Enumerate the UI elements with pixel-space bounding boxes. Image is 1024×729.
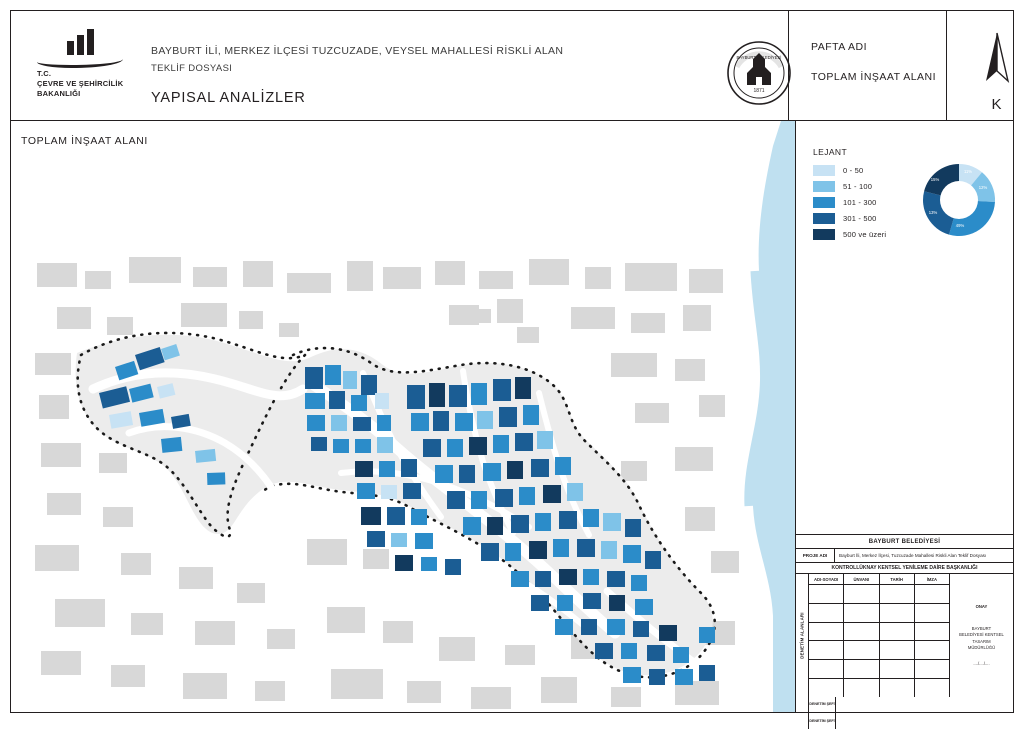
table-row (809, 604, 949, 623)
table-row (809, 641, 949, 660)
table-row (809, 585, 949, 604)
table-row (809, 679, 949, 697)
column-header: ÜNVANI (844, 574, 879, 584)
svg-text:11%: 11% (963, 169, 973, 174)
approval-title: ONAY (975, 603, 988, 609)
approval-line: TASARIM (972, 638, 991, 644)
column-header: TARİH (880, 574, 915, 584)
signature-row-2 (796, 712, 1013, 729)
svg-text:BAYBURT BELEDİYESİ: BAYBURT BELEDİYESİ (736, 55, 782, 60)
legend-title: LEJANT (813, 147, 848, 157)
ministry-logo-text: T.C. ÇEVRE VE ŞEHİRCİLİK BAKANLIĞI (37, 69, 124, 99)
svg-text:13%: 13% (928, 210, 938, 215)
department-name: KONTROLLÜKNAY KENTSEL YENİLEME DAİRE BAŞKANLIĞI (796, 563, 1013, 574)
legend-item-label: 101 - 300 (843, 198, 877, 207)
legend-item (813, 227, 886, 242)
legend-swatch-icon (813, 213, 835, 224)
project-title-line3: YAPISAL ANALİZLER (151, 90, 306, 106)
municipality-seal-icon (723, 37, 795, 109)
legend-item-label: 301 - 500 (843, 214, 877, 223)
title-bar (11, 11, 1013, 121)
sheet-title (151, 45, 691, 106)
title-divider-1 (788, 11, 789, 121)
approval-box (950, 574, 1013, 697)
signature-row-1 (796, 697, 1013, 712)
project-row (796, 549, 1013, 563)
approval-line: MÜDÜRLÜĞÜ (967, 644, 996, 650)
ministry-logo (21, 29, 131, 109)
legend-item-label: 500 ve üzeri (843, 230, 887, 239)
inspector-label-2: DENETİM ŞEFİ (809, 713, 836, 729)
approval-grid (796, 574, 1013, 697)
column-header: ADI-SOYADI (809, 574, 844, 584)
legend-panel (795, 121, 1013, 534)
approval-date: ..../..../.... (973, 661, 990, 667)
approval-line: BELEDİYESİ KENTSEL (959, 632, 1004, 638)
legend-item (813, 179, 886, 194)
map-canvas[interactable] (11, 121, 795, 712)
project-label: PROJE ADI (796, 549, 835, 562)
pafta-label: PAFTA ADI (811, 41, 868, 53)
legend-item-label: 0 - 50 (843, 166, 864, 175)
legend-list (813, 163, 886, 243)
legend-item (813, 211, 886, 226)
map-title: TOPLAM İNŞAAT ALANI (21, 135, 148, 147)
project-title-line2: TEKLİF DOSYASI (151, 63, 233, 74)
legend-item-label: 51 - 100 (843, 182, 873, 191)
legend-item (813, 195, 886, 210)
table-row (809, 660, 949, 679)
project-title-line1: BAYBURT İLİ, MERKEZ İLÇESİ TUZCUZADE, VEYSEL MAHALLESİ RİSKLİ ALAN (151, 45, 564, 57)
ministry-logo-icon (37, 29, 123, 65)
legend-swatch-icon (813, 229, 835, 240)
municipality-name: BAYBURT BELEDİYESİ (796, 535, 1013, 549)
legend-swatch-icon (813, 181, 835, 192)
column-header: İMZA (926, 576, 937, 582)
legend-item (813, 163, 886, 178)
side-label (796, 574, 809, 697)
legend-swatch-icon (813, 197, 835, 208)
title-divider-2 (946, 11, 947, 121)
table-row (809, 623, 949, 642)
pafta-block (811, 41, 951, 83)
table-header (809, 574, 949, 585)
legend-swatch-icon (813, 165, 835, 176)
approval-line: BAYBURT (971, 625, 992, 631)
map-graphic (11, 121, 795, 712)
side-label-text: DENETİM ALANLARI (799, 612, 805, 659)
donut-chart (916, 157, 1002, 243)
north-letter: K (991, 96, 1003, 113)
svg-text:1871: 1871 (753, 88, 765, 94)
north-arrow (969, 27, 1024, 127)
title-block-table (795, 534, 1013, 723)
signature-table (809, 574, 950, 697)
svg-text:15%: 15% (930, 177, 940, 182)
pafta-value: TOPLAM İNŞAAT ALANI (811, 71, 937, 83)
project-value: Bayburt İli, Merkez İlçesi, Tuzcuzade Mahallesi Riskli Alan Teklif Dosyası (839, 553, 987, 558)
svg-text:12%: 12% (978, 185, 988, 190)
table-body (809, 585, 949, 697)
svg-text:49%: 49% (955, 223, 965, 228)
inspector-label-1: DENETİM ŞEFİ (809, 697, 836, 712)
